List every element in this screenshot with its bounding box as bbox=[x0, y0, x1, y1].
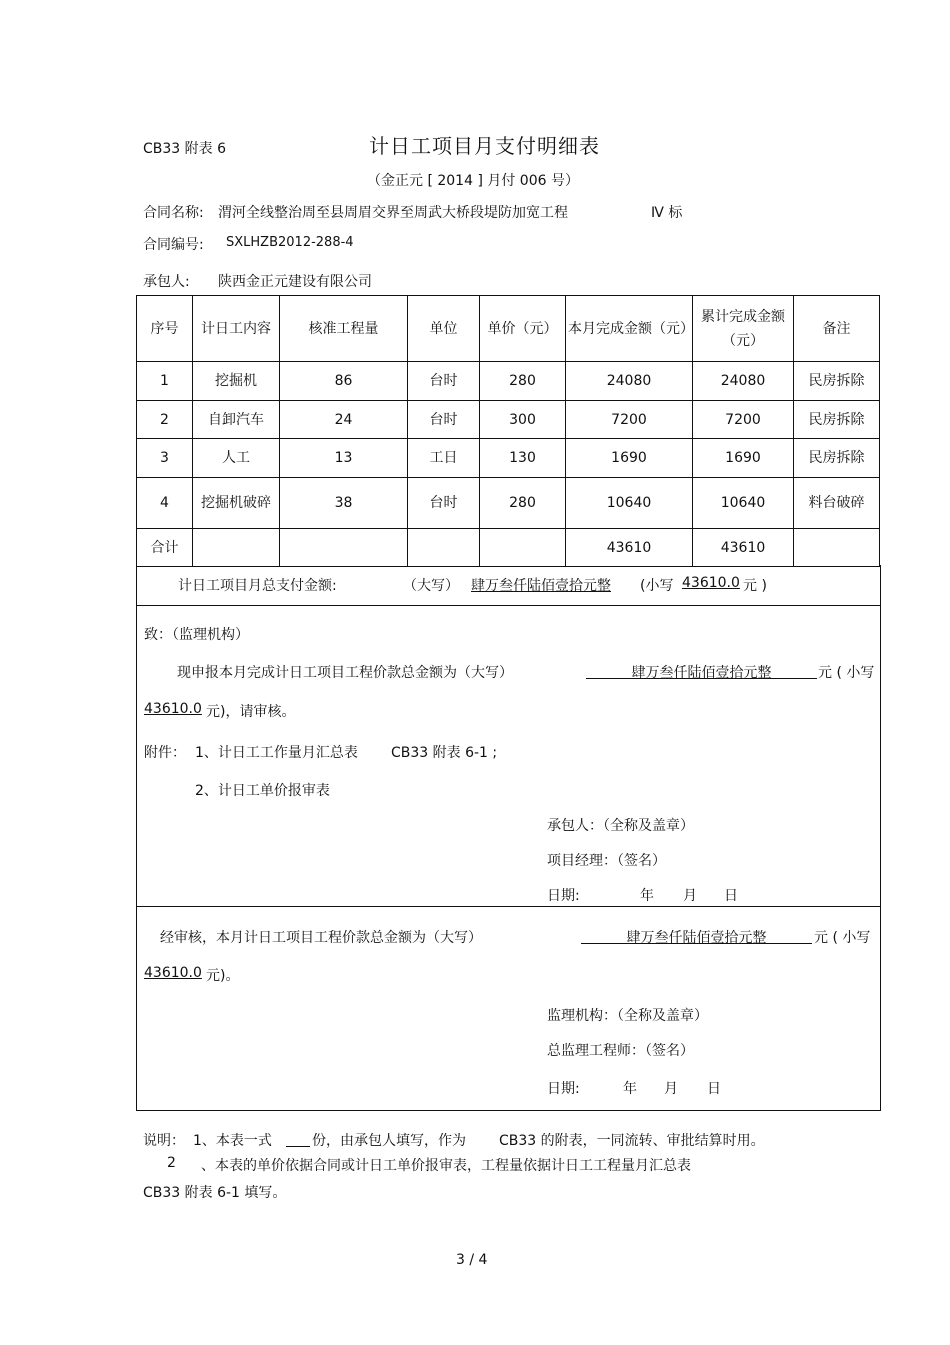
notes-line2: 、本表的单价依据合同或计日工单价报审表，工程量依据计日工工程量月汇总表 bbox=[201, 1158, 691, 1174]
application-text: 现申报本月完成计日工项目工程价款总金额为（大写） bbox=[177, 665, 513, 681]
cell: 4 bbox=[137, 478, 193, 529]
section-label: Ⅳ 标 bbox=[651, 205, 683, 221]
notes-line3: CB33 附表 6-1 填写。 bbox=[143, 1185, 287, 1201]
total-cumulative-amount: 43610 bbox=[693, 529, 794, 567]
review-text: 经审核，本月计日工项目工程价款总金额为（大写） bbox=[160, 930, 482, 946]
cell: 10640 bbox=[693, 478, 794, 529]
cell bbox=[193, 529, 280, 567]
chief-engineer-signature: 总监理工程师：（签名） bbox=[547, 1043, 694, 1059]
table-row bbox=[137, 478, 880, 529]
cell: 台时 bbox=[408, 401, 480, 439]
cell: 挖掘机 bbox=[193, 362, 280, 401]
application-lower-amount: 43610.0 bbox=[144, 701, 202, 717]
summary-upper-label: （大写） bbox=[403, 578, 459, 594]
summary-upper-amount: 肆万叁仟陆佰壹拾元整 bbox=[471, 578, 611, 594]
notes-copies-blank bbox=[286, 1130, 310, 1147]
contract-no: SXLHZB2012-288-4 bbox=[226, 235, 354, 250]
notes-line1-b: 份，由承包人填写，作为 bbox=[312, 1133, 466, 1149]
page-title: 计日工项目月支付明细表 bbox=[369, 134, 600, 158]
contract-no-label: 合同编号: bbox=[143, 237, 204, 253]
cell: 工日 bbox=[408, 439, 480, 478]
application-day: 日 bbox=[724, 888, 738, 904]
cell: 民房拆除 bbox=[794, 401, 880, 439]
header-cell: 单位 bbox=[408, 296, 480, 362]
cell: 10640 bbox=[566, 478, 693, 529]
cell: 86 bbox=[280, 362, 408, 401]
total-month-amount: 43610 bbox=[566, 529, 693, 567]
page-number: 3 / 4 bbox=[456, 1252, 488, 1268]
cell: 38 bbox=[280, 478, 408, 529]
review-month: 月 bbox=[664, 1081, 678, 1097]
cell: 1 bbox=[137, 362, 193, 401]
cell: 3 bbox=[137, 439, 193, 478]
table-row bbox=[137, 439, 880, 478]
summary-label: 计日工项目月总支付金额: bbox=[178, 578, 337, 594]
cell: 1690 bbox=[566, 439, 693, 478]
cell: 台时 bbox=[408, 478, 480, 529]
review-close: 元)。 bbox=[206, 968, 240, 984]
table-row bbox=[137, 401, 880, 439]
review-date-label: 日期: bbox=[547, 1081, 580, 1097]
notes-label: 说明： bbox=[143, 1133, 185, 1149]
attachment-label: 附件： bbox=[144, 745, 186, 761]
document-number: （金正元 [ 2014 ] 月付 006 号） bbox=[367, 173, 579, 189]
application-date-label: 日期: bbox=[547, 888, 580, 904]
header-cell: 备注 bbox=[794, 296, 880, 362]
cell: 1690 bbox=[693, 439, 794, 478]
header-cell: 计日工内容 bbox=[193, 296, 280, 362]
application-to: 致：（监理机构） bbox=[144, 627, 249, 643]
table-row bbox=[137, 362, 880, 401]
summary-lower-open: (小写 bbox=[640, 578, 674, 594]
project-manager-signature: 项目经理：（签名） bbox=[547, 853, 666, 869]
cell: 自卸汽车 bbox=[193, 401, 280, 439]
summary-lower-close: 元 ) bbox=[743, 578, 767, 594]
contractor-signature: 承包人：（全称及盖章） bbox=[547, 818, 694, 834]
notes-line2-number: 2 bbox=[167, 1155, 176, 1171]
summary-box bbox=[136, 565, 881, 606]
contractor-name: 陕西金正元建设有限公司 bbox=[218, 274, 372, 290]
application-lower-open: 元 ( 小写 bbox=[818, 665, 875, 681]
cell bbox=[794, 529, 880, 567]
form-code: CB33 附表 6 bbox=[143, 141, 227, 157]
attachment-1-ref: CB33 附表 6-1 ; bbox=[391, 745, 498, 761]
supervisor-signature: 监理机构：（全称及盖章） bbox=[547, 1008, 708, 1024]
attachment-2: 2、计日工单价报审表 bbox=[195, 783, 330, 799]
attachment-1: 1、计日工工作量月汇总表 bbox=[195, 745, 358, 761]
cell: 台时 bbox=[408, 362, 480, 401]
contractor-label: 承包人: bbox=[143, 274, 190, 290]
cell: 13 bbox=[280, 439, 408, 478]
application-upper-amount bbox=[586, 662, 817, 679]
cell: 2 bbox=[137, 401, 193, 439]
cell: 7200 bbox=[566, 401, 693, 439]
cell: 挖掘机破碎 bbox=[193, 478, 280, 529]
cell: 280 bbox=[480, 478, 566, 529]
review-lower-amount: 43610.0 bbox=[144, 965, 202, 981]
header-cell: 累计完成金额（元） bbox=[693, 296, 794, 362]
application-request: 元)，请审核。 bbox=[206, 704, 296, 720]
cell: 24080 bbox=[693, 362, 794, 401]
review-box bbox=[136, 906, 881, 1111]
cell: 人工 bbox=[193, 439, 280, 478]
header-cell: 序号 bbox=[137, 296, 193, 362]
cell: 130 bbox=[480, 439, 566, 478]
application-box bbox=[136, 605, 881, 907]
review-year: 年 bbox=[623, 1081, 637, 1097]
application-month: 月 bbox=[683, 888, 697, 904]
review-day: 日 bbox=[707, 1081, 721, 1097]
cell: 7200 bbox=[693, 401, 794, 439]
review-upper-amount bbox=[581, 927, 812, 944]
upper-amount-value: 肆万叁仟陆佰壹拾元整 bbox=[586, 662, 817, 679]
cell: 24 bbox=[280, 401, 408, 439]
summary-lower-amount: 43610.0 bbox=[682, 575, 740, 591]
cell: 300 bbox=[480, 401, 566, 439]
cell bbox=[280, 529, 408, 567]
detail-table bbox=[136, 295, 880, 567]
cell: 280 bbox=[480, 362, 566, 401]
review-lower-open: 元 ( 小写 bbox=[814, 930, 871, 946]
header-cell: 核准工程量 bbox=[280, 296, 408, 362]
notes-line1-a: 1、本表一式 bbox=[193, 1133, 272, 1149]
cell bbox=[480, 529, 566, 567]
total-row bbox=[137, 529, 880, 567]
header-cell: 单价（元） bbox=[480, 296, 566, 362]
cell bbox=[408, 529, 480, 567]
application-year: 年 bbox=[640, 888, 654, 904]
cell: 民房拆除 bbox=[794, 362, 880, 401]
review-upper-amount-value: 肆万叁仟陆佰壹拾元整 bbox=[581, 927, 812, 944]
contract-name-label: 合同名称: bbox=[143, 205, 204, 221]
cell: 民房拆除 bbox=[794, 439, 880, 478]
notes-line1-c: CB33 的附表，一同流转、审批结算时用。 bbox=[499, 1133, 765, 1149]
cell: 24080 bbox=[566, 362, 693, 401]
total-label: 合计 bbox=[137, 529, 193, 567]
header-cell: 本月完成金额（元） bbox=[566, 296, 693, 362]
contract-name: 渭河全线整治周至县周眉交界至周武大桥段堤防加宽工程 bbox=[218, 205, 568, 221]
table-header-row bbox=[137, 296, 880, 362]
cell: 料台破碎 bbox=[794, 478, 880, 529]
